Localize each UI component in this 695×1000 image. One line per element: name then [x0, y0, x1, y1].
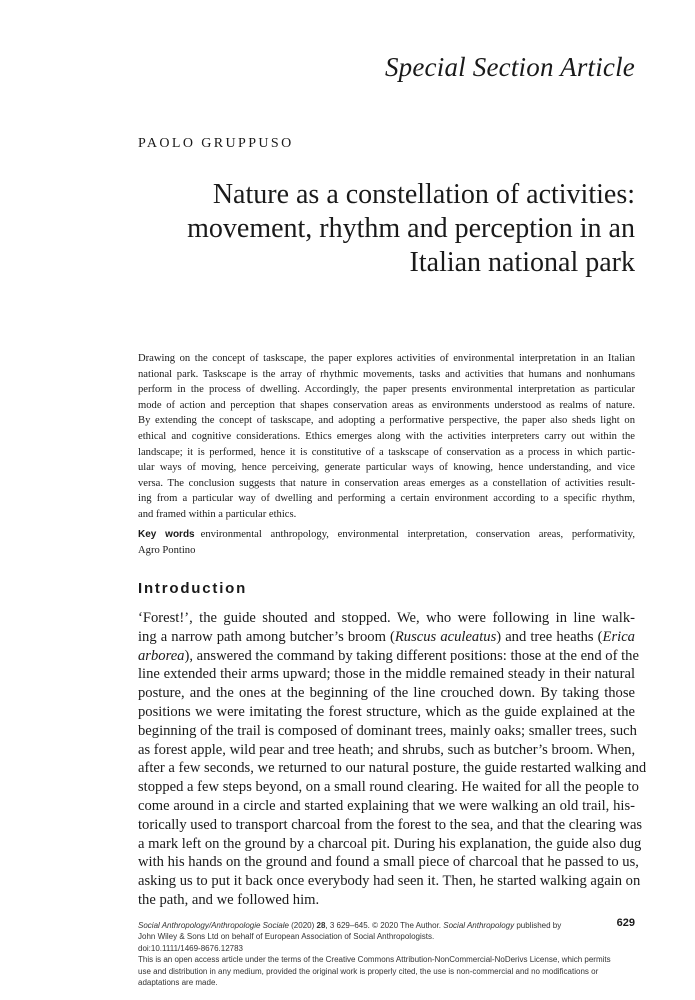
body-line [138, 703, 635, 722]
body-text-segment: beginning of the trail is composed of dominant trees, mainly oaks; smaller trees, such [138, 722, 637, 739]
keywords-line: Agro Pontino [138, 544, 196, 556]
body-text-segment: stopped a few steps beyond, on a small round clearing. He waited for all the people to [138, 779, 639, 796]
doi: doi:10.1111/1469-8676.12783 [138, 943, 243, 953]
volume: 28 [316, 921, 326, 930]
abstract-line: By extending the concept of taskscape, and adopting a performative perspective, the paper also sheds light on [138, 415, 635, 427]
species-name: Ruscus aculeatus [394, 628, 497, 645]
body-text-segment: positions we were imitating the forest structure, which as the guide explained at the [138, 703, 635, 720]
journal-name: Social Anthropology/Anthropologie Sociale [138, 921, 289, 930]
section-heading: Introduction [138, 580, 248, 597]
journal-short-name: Social Anthropology [443, 921, 515, 930]
body-text-segment: ) and tree heaths ( [496, 628, 603, 645]
abstract-line: landscape; it is performed, hence it is constitutive of a taskscape of conservation as a process in which partic- [138, 446, 635, 458]
body-line [138, 741, 635, 760]
body-line [138, 816, 643, 835]
citation-pages: , 3 629–645. © 2020 The Author. [325, 921, 444, 930]
published-by: published by [514, 921, 562, 930]
footer [138, 920, 635, 988]
abstract [138, 351, 635, 523]
body-text-segment: asking us to put it back once everybody had seen it. Then, he started walking again on [138, 873, 641, 890]
body-text-segment: a mark left on the ground by a charcoal pit. During his explanation, the guide also dug [138, 835, 642, 852]
body-text-segment: with his hands on the ground and found a small piece of charcoal that he passed to us, [138, 854, 639, 871]
footer-citation-line [138, 920, 635, 931]
title-line: Nature as a constellation of activities: [212, 179, 635, 210]
section-label: Special Section Article [384, 52, 635, 82]
license-line: use and distribution in any medium, provided the original work is properly cited, the use is non-commercial and no modifications or [138, 966, 599, 976]
body-line [138, 684, 635, 703]
author-name: PAOLO GRUPPUSO [138, 136, 294, 151]
species-name: arborea [138, 647, 185, 664]
article-title [115, 178, 635, 280]
body-text-segment: posture, and the ones at the beginning of the line crouched down. By taking those [138, 685, 635, 702]
abstract-line: ethical and cognitive considerations. Ethics emerges along with the activities interpreters carry out within the [138, 430, 635, 442]
title-line: Italian national park [409, 247, 635, 278]
species-name: Erica [602, 628, 635, 645]
body-text-segment: torically used to transport charcoal from the forest to the sea, and that the clearing was [138, 816, 643, 833]
abstract-line: ular ways of moving, hence perceiving, generate particular ways of knowing, hence understanding, and vice [138, 462, 635, 474]
body-line [138, 778, 639, 797]
body-text-segment: line extended their arms upward; those in the middle remained steady in their natural [138, 666, 635, 683]
license-line: This is an open access article under the terms of the Creative Commons Attribution-NonCommercial-NoDerivs License, which permits [138, 955, 611, 965]
body-line [138, 722, 635, 741]
abstract-line: national park. Taskscape is the array of rhythmic movements, tasks and activities that humans and nonhumans [138, 368, 635, 380]
body-text-segment: ), answered the command by taking different positions: those at the end of the [184, 647, 639, 664]
body-line [138, 835, 642, 854]
keywords [138, 527, 635, 558]
body-line [138, 665, 635, 684]
abstract-line: versa. The conclusion suggests that nature in conservation areas emerges as a constellation of activities result- [138, 477, 635, 489]
citation-year: (2020) [288, 921, 317, 930]
keywords-text: environmental anthropology, environmental interpretation, conservation areas, performativity, [200, 529, 635, 540]
body-text-segment: ing a narrow path among butcher’s broom ( [138, 628, 395, 645]
body-text-segment: after a few seconds, we returned to our natural posture, the guide restarted walking and [138, 760, 647, 777]
license-line: adaptations are made. [138, 977, 218, 987]
title-line: movement, rhythm and perception in an [187, 213, 635, 244]
keywords-label: Key words [138, 529, 195, 540]
body-line [138, 628, 635, 647]
keywords-line [138, 527, 635, 543]
body-line [138, 647, 639, 666]
body-text-segment: the path, and we followed him. [138, 891, 320, 908]
abstract-line: Drawing on the concept of taskscape, the paper explores activities of environmental interpretation in an Italian [138, 353, 635, 364]
body-line [138, 609, 635, 628]
abstract-line: ing from a particular way of dwelling and performing a certain environment according to a specific rhythm, [138, 493, 635, 505]
body-text-segment: come around in a circle and started explaining that we were walking an old trail, his- [138, 797, 635, 814]
body-line [138, 872, 641, 891]
body-text-segment: as forest apple, wild pear and tree heath; and shrubs, such as butcher’s broom. When, [138, 741, 636, 758]
body-line [138, 759, 647, 778]
abstract-line: and framed within a particular ethics. [138, 508, 297, 520]
footer-publisher-line: John Wiley & Sons Ltd on behalf of European Association of Social Anthropologists. [138, 932, 435, 942]
page-number: 629 [616, 917, 635, 929]
body-line [138, 797, 635, 816]
body-text-segment: ‘Forest!’, the guide shouted and stopped. We, who were following in line walk- [138, 610, 635, 626]
abstract-line: mode of action and perception that shapes conservation areas as environments understood as realms of nature. [138, 399, 635, 411]
body-line [138, 853, 639, 872]
abstract-line: perform in the process of dwelling. Accordingly, the paper presents environmental interpretation as particular [138, 384, 635, 396]
body-text [138, 609, 647, 910]
body-line [138, 891, 635, 910]
